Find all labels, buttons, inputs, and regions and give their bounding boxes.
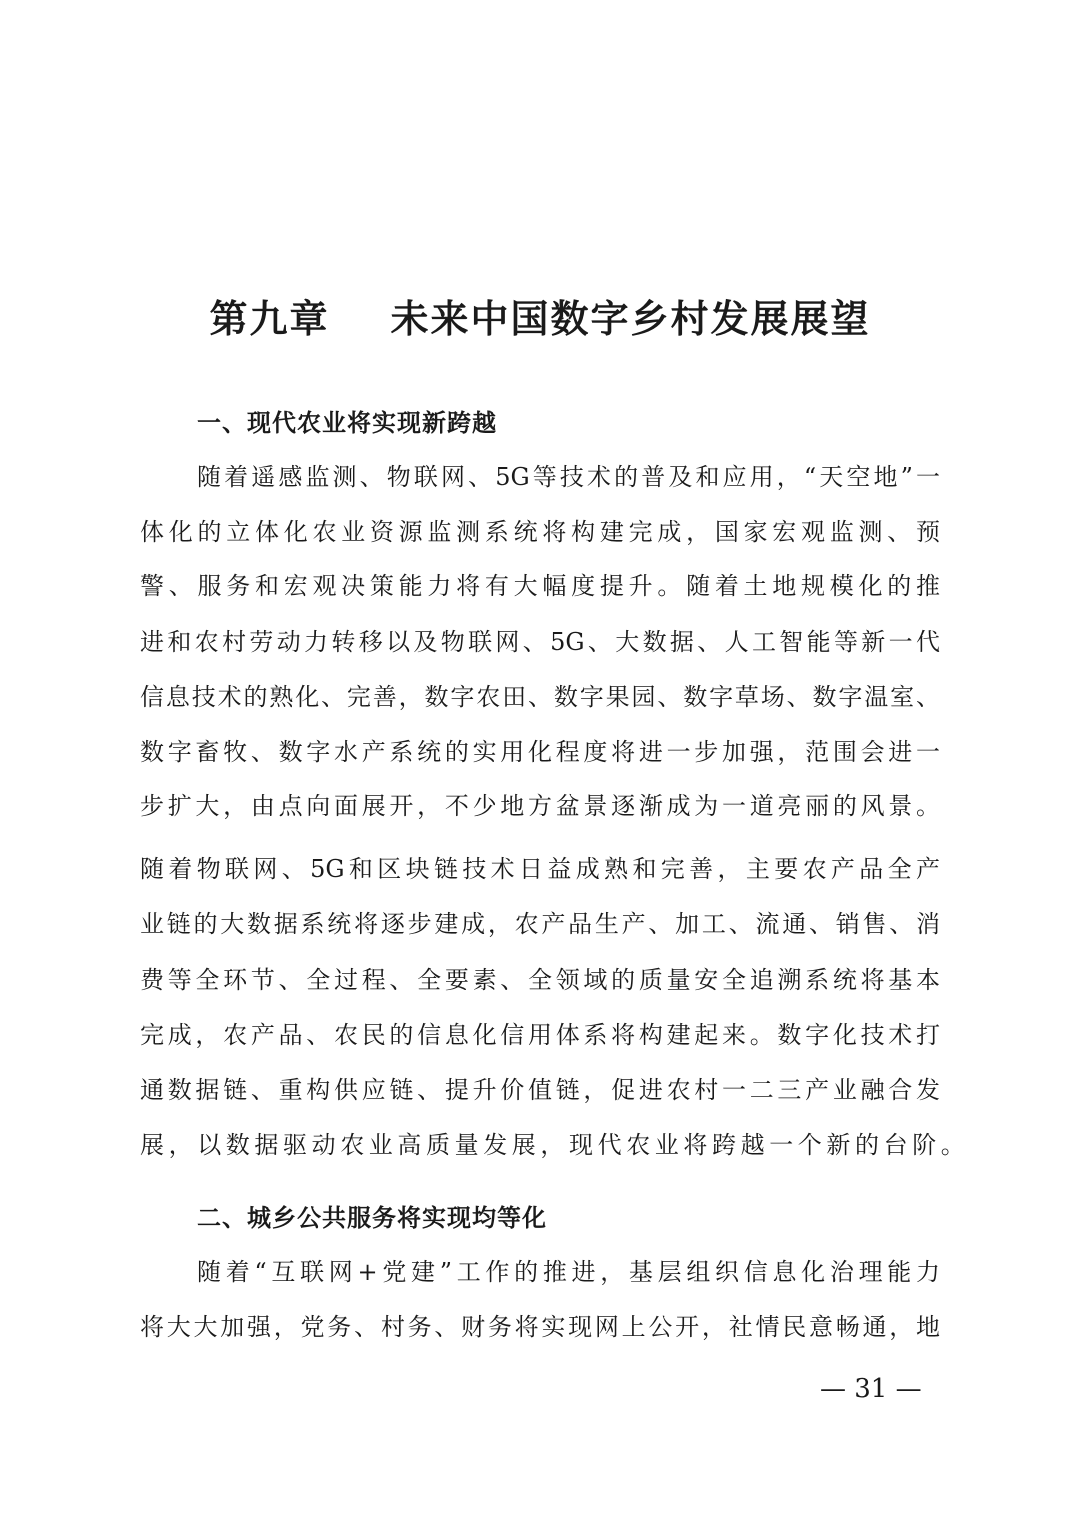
section-heading-2: 二、城乡公共服务将实现均等化	[197, 1204, 547, 1232]
page-number: — 31 —	[820, 1374, 922, 1404]
paragraph-line: 警、服务和宏观决策能力将有大幅度提升。随着土地规模化的推	[140, 572, 940, 600]
paragraph-line: 通数据链、重构供应链、提升价值链，促进农村一二三产业融合发	[140, 1076, 940, 1104]
section-heading-1: 一、现代农业将实现新跨越	[197, 409, 497, 437]
paragraph-line: 步扩大，由点向面展开，不少地方盆景逐渐成为一道亮丽的风景。	[140, 792, 940, 820]
paragraph-line: 随着“互联网+党建”工作的推进，基层组织信息化治理能力	[197, 1258, 940, 1286]
paragraph-line: 将大大加强，党务、村务、财务将实现网上公开，社情民意畅通，地	[140, 1313, 940, 1341]
chapter-title: 第九章 未来中国数字乡村发展展望	[209, 297, 871, 341]
paragraph-line: 信息技术的熟化、完善，数字农田、数字果园、数字草场、数字温室、	[140, 683, 940, 711]
paragraph-line: 展，以数据驱动农业高质量发展，现代农业将跨越一个新的台阶。	[140, 1131, 970, 1159]
paragraph-line: 业链的大数据系统将逐步建成，农产品生产、加工、流通、销售、消	[140, 910, 940, 938]
paragraph-line: 体化的立体化农业资源监测系统将构建完成，国家宏观监测、预	[140, 518, 940, 546]
paragraph-line: 费等全环节、全过程、全要素、全领域的质量安全追溯系统将基本	[140, 966, 940, 994]
paragraph-line: 随着遥感监测、物联网、5G等技术的普及和应用，“天空地”一	[197, 463, 940, 491]
paragraph-line: 数字畜牧、数字水产系统的实用化程度将进一步加强，范围会进一	[140, 738, 940, 766]
paragraph-line: 随着物联网、5G和区块链技术日益成熟和完善，主要农产品全产	[140, 855, 940, 883]
paragraph-line: 进和农村劳动力转移以及物联网、5G、大数据、人工智能等新一代	[140, 628, 940, 656]
paragraph-line: 完成，农产品、农民的信息化信用体系将构建起来。数字化技术打	[140, 1021, 940, 1049]
